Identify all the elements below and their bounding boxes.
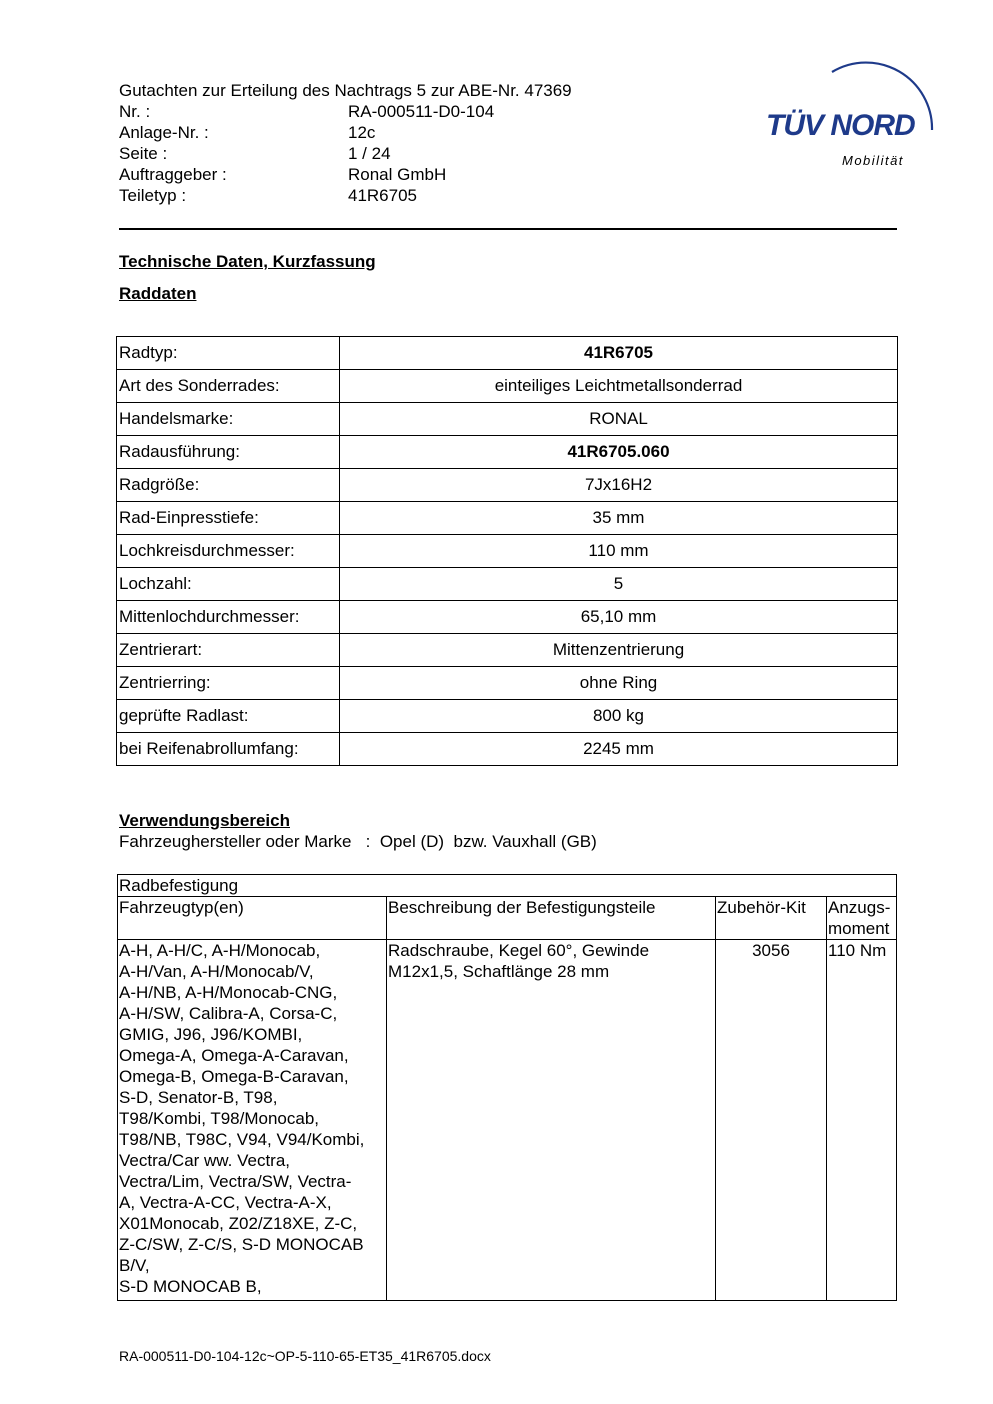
meta-label: Seite : xyxy=(119,144,168,163)
row-label: Handelsmarke: xyxy=(117,403,340,436)
table-row xyxy=(117,469,898,502)
table-row xyxy=(117,634,898,667)
table-row xyxy=(117,403,898,436)
table-row xyxy=(117,370,898,403)
logo-wordmark: TÜV NORD xyxy=(766,109,915,142)
subsection-title: Raddaten xyxy=(119,284,197,303)
meta-value: 1 / 24 xyxy=(348,144,391,163)
row-label: Radausführung: xyxy=(117,436,340,469)
header-anzugsmoment-line: moment xyxy=(828,919,890,938)
table-row xyxy=(117,733,898,766)
fahrzeugtyp-line: A-H/Van, A-H/Monocab/V, xyxy=(119,962,314,981)
fahrzeugtyp-line: Z-C/SW, Z-C/S, S-D MONOCAB xyxy=(119,1235,364,1254)
header-anzugsmoment-line: Anzugs- xyxy=(828,898,891,917)
table-row xyxy=(117,337,898,370)
fahrzeugtyp-line: S-D MONOCAB B, xyxy=(119,1277,262,1296)
row-value: Mittenzentrierung xyxy=(340,634,898,667)
fahrzeugtyp-line: T98/NB, T98C, V94, V94/Kombi, xyxy=(119,1130,365,1149)
row-label: Mittenlochdurchmesser: xyxy=(117,601,340,634)
fahrzeughersteller-label: Fahrzeughersteller oder Marke xyxy=(119,832,352,851)
table-title-row xyxy=(118,875,897,897)
fahrzeugtyp-line: A-H, A-H/C, A-H/Monocab, xyxy=(119,941,321,960)
header-beschreibung: Beschreibung der Befestigungsteile xyxy=(387,897,716,940)
row-value: einteiliges Leichtmetallsonderrad xyxy=(340,370,898,403)
beschreibung-line: M12x1,5, Schaftlänge 28 mm xyxy=(388,962,610,981)
row-value: 65,10 mm xyxy=(340,601,898,634)
row-label: Art des Sonderrades: xyxy=(117,370,340,403)
table-header-row xyxy=(118,897,897,940)
fahrzeugtyp-line: T98/Kombi, T98/Monocab, xyxy=(119,1109,320,1128)
fahrzeugtyp-line: Omega-A, Omega-A-Caravan, xyxy=(119,1046,349,1065)
table-row xyxy=(117,502,898,535)
fahrzeughersteller-line xyxy=(119,832,597,852)
fahrzeugtyp-line: B/V, xyxy=(119,1256,150,1275)
row-label: Zentrierring: xyxy=(117,667,340,700)
meta-label: Teiletyp : xyxy=(119,186,187,205)
logo-subtitle: Mobilität xyxy=(842,153,904,168)
anzugsmoment-cell: 110 Nm xyxy=(827,940,897,1301)
meta-label: Nr. : xyxy=(119,102,151,121)
table-row xyxy=(117,568,898,601)
table-row xyxy=(117,535,898,568)
fahrzeugtyp-line: Omega-B, Omega-B-Caravan, xyxy=(119,1067,349,1086)
table-row xyxy=(118,940,897,1301)
header-divider xyxy=(119,228,897,230)
row-value: 35 mm xyxy=(340,502,898,535)
fahrzeugtyp-line: X01Monocab, Z02/Z18XE, Z-C, xyxy=(119,1214,358,1233)
beschreibung-line: Radschraube, Kegel 60°, Gewinde xyxy=(388,941,650,960)
row-value: 2245 mm xyxy=(340,733,898,766)
row-label: Radtyp: xyxy=(117,337,340,370)
separator: : xyxy=(365,832,371,851)
fahrzeughersteller-value: Opel (D) bzw. Vauxhall (GB) xyxy=(379,832,597,851)
zubehoer-kit-cell: 3056 xyxy=(716,940,827,1301)
row-label: geprüfte Radlast: xyxy=(117,700,340,733)
meta-row-teiletyp xyxy=(119,185,572,206)
raddaten-table xyxy=(116,336,898,766)
fahrzeugtyp-line: GMIG, J96, J96/KOMBI, xyxy=(119,1025,303,1044)
table-row xyxy=(117,700,898,733)
row-label: Lochkreisdurchmesser: xyxy=(117,535,340,568)
meta-value: RA-000511-D0-104 xyxy=(348,102,495,121)
row-label: Lochzahl: xyxy=(117,568,340,601)
header-fahrzeugtyp: Fahrzeugtyp(en) xyxy=(118,897,387,940)
beschreibung-cell xyxy=(387,940,716,1301)
fahrzeugtyp-line: Vectra/Lim, Vectra/SW, Vectra- xyxy=(119,1172,352,1191)
meta-value: 41R6705 xyxy=(348,186,418,205)
row-value: 7Jx16H2 xyxy=(340,469,898,502)
fahrzeugtyp-line: S-D, Senator-B, T98, xyxy=(119,1088,278,1107)
fahrzeugtyp-cell xyxy=(118,940,387,1301)
fahrzeugtyp-line: Vectra/Car ww. Vectra, xyxy=(119,1151,291,1170)
row-value: 41R6705.060 xyxy=(340,436,898,469)
table-row xyxy=(117,601,898,634)
table-row xyxy=(117,436,898,469)
fahrzeugtyp-line: A, Vectra-A-CC, Vectra-A-X, xyxy=(119,1193,332,1212)
document-title: Gutachten zur Erteilung des Nachtrags 5 zur ABE-Nr. 47369 xyxy=(119,81,572,100)
row-value: 800 kg xyxy=(340,700,898,733)
row-value: 41R6705 xyxy=(340,337,898,370)
row-label: Rad-Einpresstiefe: xyxy=(117,502,340,535)
fahrzeugtyp-line: A-H/SW, Calibra-A, Corsa-C, xyxy=(119,1004,338,1023)
table-row xyxy=(117,667,898,700)
meta-row-anlage xyxy=(119,122,572,143)
meta-label: Auftraggeber : xyxy=(119,165,227,184)
meta-value: 12c xyxy=(348,123,376,142)
section-title: Technische Daten, Kurzfassung xyxy=(119,252,376,271)
row-value: RONAL xyxy=(340,403,898,436)
row-label: Zentrierart: xyxy=(117,634,340,667)
meta-label: Anlage-Nr. : xyxy=(119,123,209,142)
radbefestigung-table xyxy=(117,874,897,1301)
meta-row-auftraggeber xyxy=(119,164,572,185)
fahrzeugtyp-line: A-H/NB, A-H/Monocab-CNG, xyxy=(119,983,338,1002)
row-label: bei Reifenabrollumfang: xyxy=(117,733,340,766)
header-anzugsmoment xyxy=(827,897,897,940)
table-title: Radbefestigung xyxy=(118,875,897,897)
tuv-nord-logo xyxy=(764,58,940,174)
meta-value: Ronal GmbH xyxy=(348,165,447,184)
row-value: 110 mm xyxy=(340,535,898,568)
footer-filename: RA-000511-D0-104-12c~OP-5-110-65-ET35_41R6705.docx xyxy=(119,1348,491,1364)
verwendung-title: Verwendungsbereich xyxy=(119,811,290,830)
row-value: ohne Ring xyxy=(340,667,898,700)
header-zubehoer-kit: Zubehör-Kit xyxy=(716,897,827,940)
row-label: Radgröße: xyxy=(117,469,340,502)
meta-row-nr xyxy=(119,101,572,122)
document-header xyxy=(119,80,572,206)
meta-row-seite xyxy=(119,143,572,164)
row-value: 5 xyxy=(340,568,898,601)
